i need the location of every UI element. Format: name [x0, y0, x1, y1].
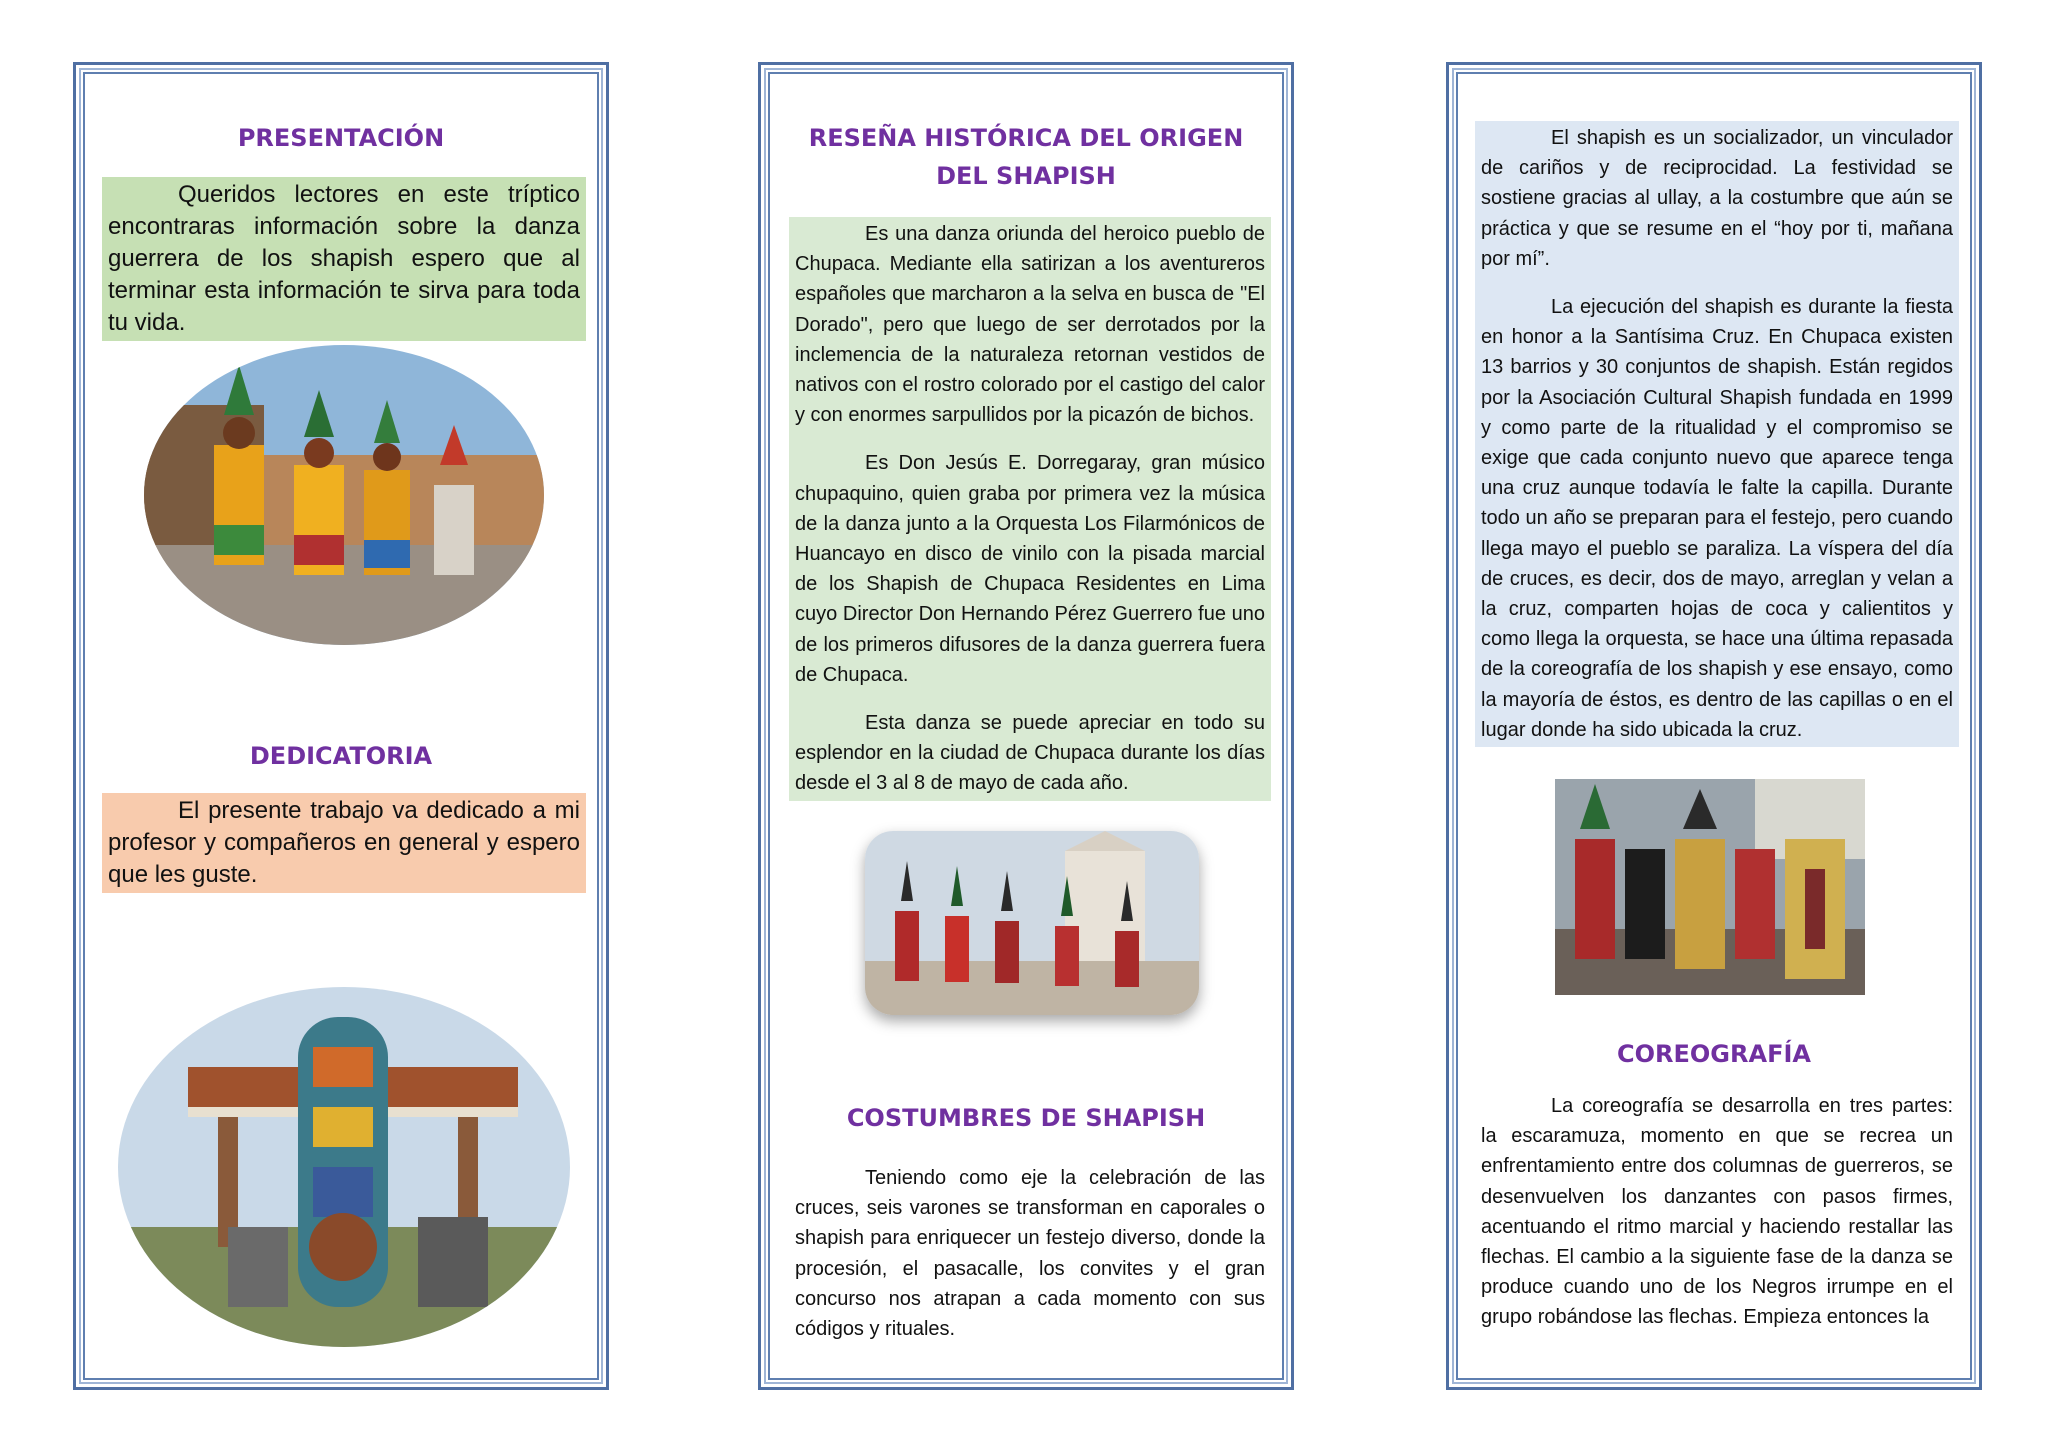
resena-paragraph-1: Es una danza oriunda del heroico pueblo de Chupaca. Mediante ella satirizan a los aventureros españoles que marcharon a la selva en busca de "El Dorado", pero que luego de ser derrotados por la inclemencia de la naturaleza retornan vestidos de nativos con el rostro colorado por el castigo del calor y con enormes sarpullidos por la picazón de bichos. — [795, 223, 1265, 427]
presentacion-text-box — [102, 177, 586, 341]
shapish-intro-box — [1475, 121, 1959, 747]
costumbres-text-box — [789, 1161, 1271, 1346]
dedicatoria-text-box — [102, 793, 586, 893]
coreografia-title: COREOGRAFÍA — [1617, 1040, 1811, 1068]
panel-right — [1446, 62, 1982, 1390]
resena-paragraph-3: Esta danza se puede apreciar en todo su esplendor en la ciudad de Chupaca durante los días desde el 3 al 8 de mayo de cada año. — [795, 712, 1265, 795]
presentacion-text: Queridos lectores en este tríptico encontraras información sobre la danza guerrera de los shapish espero que al terminar esta información te sirva para toda tu vida. — [108, 181, 580, 336]
monument-photo-image — [118, 987, 570, 1347]
procession-photo-image — [1555, 779, 1865, 995]
church-dancers-photo-image — [865, 831, 1199, 1015]
church-dancers-photo — [865, 831, 1199, 1015]
resena-title: RESEÑA HISTÓRICA DEL ORIGEN DEL SHAPISH — [808, 124, 1244, 190]
coreografia-text: La coreografía se desarrolla en tres partes: la escaramuza, momento en que se recrea un enfrentamiento entre dos columnas de guerreros, se desenvuelven los danzantes con pasos firmes, acentuando el ritmo marcial y haciendo restallar las flechas. El cambio a la siguiente fase de la danza se produce cuando uno de los Negros irrumpe en el grupo robándose las flechas. Empieza entonces la — [1481, 1095, 1953, 1329]
dedicatoria-text: El presente trabajo va dedicado a mi profesor y compañeros en general y espero que les guste. — [108, 797, 580, 888]
shapish-intro-paragraph-1: El shapish es un socializador, un vinculador de cariños y de reciprocidad. La festividad se sostiene gracias al ullay, a la costumbre que aún se práctica y que se resume en el “hoy por ti, mañana por mí”. — [1481, 127, 1953, 270]
panel-center — [758, 62, 1294, 1390]
costumbres-title: COSTUMBRES DE SHAPISH — [846, 1104, 1206, 1132]
resena-text-box — [789, 217, 1271, 801]
costumbres-text: Teniendo como eje la celebración de las cruces, seis varones se transforman en caporales o shapish para enriquecer un festejo diverso, donde la procesión, el pasacalle, los convites y el gran concurso nos atrapan a cada momento con sus códigos y rituales. — [795, 1167, 1265, 1341]
resena-paragraph-2: Es Don Jesús E. Dorregaray, gran músico chupaquino, quien graba por primera vez la música de la danza junto a la Orquesta Los Filarmónicos de Huancayo en disco de vinilo con la pisada marcial de los Shapish de Chupaca Residentes en Lima cuyo Director Don Hernando Pérez Guerrero fue uno de los primeros difusores de la danza guerrera fuera de Chupaca. — [795, 452, 1265, 686]
presentacion-title: PRESENTACIÓN — [237, 124, 445, 152]
panel-left — [73, 62, 609, 1390]
dancers-photo — [144, 345, 544, 645]
coreografia-text-box — [1475, 1089, 1959, 1335]
shapish-intro-paragraph-2: La ejecución del shapish es durante la fiesta en honor a la Santísima Cruz. En Chupaca existen 13 barrios y 30 conjuntos de shapish. Están regidos por la Asociación Cultural Shapish fundada en 1999 y como parte de la ritualidad y el compromiso se exige que cada conjunto nuevo que aparece tenga una cruz aunque todavía le falte la capilla. Durante todo un año se preparan para el festejo, pero cuando llega mayo el pueblo se paraliza. La víspera del día de cruces, es decir, dos de mayo, arreglan y velan a la cruz, comparten hojas de coca y calientitos y como llega la orquesta, se hace una última repasada de la coreografía de los shapish y ese ensayo, como la mayoría de éstos, es dentro de las capillas o en el lugar donde ha sido ubicada la cruz. — [1481, 296, 1953, 741]
dancers-photo-image — [144, 345, 544, 645]
monument-photo — [118, 987, 570, 1347]
dedicatoria-title: DEDICATORIA — [249, 742, 433, 770]
procession-photo — [1555, 779, 1865, 995]
